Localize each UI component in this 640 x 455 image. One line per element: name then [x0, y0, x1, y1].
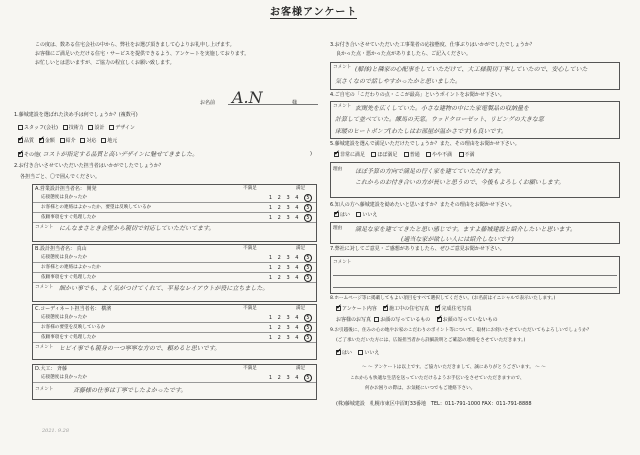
q8-opt-face-visible[interactable]: お顔の写っているもの: [374, 317, 430, 323]
table-row: お客様との連絡はよかったか 1 2 3 4 5: [33, 263, 316, 273]
q4-label: 4.ご自宅の「こだわりの点・ここが最高」というポイントをお聞かせ下さい。: [330, 92, 505, 98]
table-row: 応接態度は良かったか 1 2 3 4 5: [33, 193, 316, 203]
q1-options-row2: [18, 138, 117, 145]
q9-opt-no[interactable]: いいえ: [358, 350, 379, 356]
checkbox-checked-icon: [334, 212, 339, 217]
checkbox-checked-icon: [18, 152, 23, 157]
checkbox-icon: [18, 125, 23, 130]
staff-b-head: B.設計担当者名： 真山: [35, 246, 87, 252]
checkbox-checked-icon: [435, 306, 440, 311]
q9-sub: (ご了承いただいた方には、広報担当者から詳細説明とご確認の連絡をさせていただきます。): [336, 338, 526, 343]
q1-opt-local[interactable]: 地元: [101, 138, 117, 144]
q1-other[interactable]: ✔その他( コストが指定する品質と高いデザインに魅せてきました。: [18, 151, 198, 159]
q5-opt-satisfied[interactable]: ほぼ満足: [371, 152, 397, 158]
checkbox-checked-icon: [336, 306, 341, 311]
survey-sheet: お客様アンケート この度は、数ある住宅会社の中から、弊社をお選び頂きまして心よりお礼申し上げます。 お客様にご満足いただける住宅・サービスを提供できるよう、アンケートを実施しております。 お忙しいとは思いますが、ご協力の程宜しくお願い致します。 お名前 A.N 様 1.藤城建設を選ばれた決め手は何でしょうか？(複数可) スタッフ(会社) 技術力 設計 デザイン ✔品質 ✔ 金額 紹介 対応 地元 ✔その他( コストが指定する品質と高いデザインに魅せてきました。 ) 2.お付き合いさせていただいた担当者はいかがでしたでしょうか？ 各担当ごと、〇で囲んでください。 A.営業設計担当者名： 開発 不満足 満足 応接態度は良かったか 1 2 3 4 5 お客様との連絡はよかったか、要望は反映しているか 1 2 3 4 5 依頼事項をすぐ処理したか 1 2 3 4 5 コメント にんなまさとき会壁から親切で対応していただいてます。 B.設計担当者名： 真山 不満足 満足 応接態度は良かったか 1 2 3 4 5 お客様との連絡はよかったか 1 2 3 4 5 依頼事項をすぐ処理したか 1 2 3 4 5 コメント 細かい事でも、よく気がつけてくれて、平易なレイアウトが役に立ちました。 C.コーディネート担当者名： 横濱 不満足 満足 応接態度は良かったか 1 2 3 4 5 お客様の要望を反映しているか 1 2 3 4 5 依頼事項をすぐ処理したか 1 2 3 4 5 コメント ヒビイ事でも親身の一つ寧寧な方ので、頼めると思いです。 D.大工： 斉藤 不満足 満足 応接態度は良かったか 1 2 3 4 5 コメント 斉藤様の仕事は丁寧でしたよかったです。 2021. 9.28 3.お付き合いさせていただいた工事業者の応接態度、仕事ぶりはいかがでしたでしょうか？ 良かった点・悪かった点がありましたら、ご記入ください。 コメント (解体)と隣家の心配事をしていただけて、大工様親切丁寧していたので、安心していた 気さくなので話しやすかったかと思いました。 4.ご自宅の「こだわりの点・ここが最高」というポイントをお聞かせ下さい。 コメント 玄関先を広くしていた。小さな建物の中にた家電製品の収納量を 計算して並べていた。練馬の天窓。ウッドクローゼット、リビングの大きな窓 床暖のヒートポンプ(わたしはお部屋が温かさです)も良いです。 5.藤城建設を選んで満足いただけたでしょうか？また、その理由をお聞かせ下さい。 ✔非常に満足 ほぼ満足 普通 やや不満 不満 理由 ほぼ予算の方向で満足の行く家を建てていただけます。 これからのお付き合いの方が長いと思うので、今後もよろしくお願いします。 6.知人の方へ藤城建設を勧めたいと思いますか？またその理由をお聞かせ下さい。 ✔はい いいえ 理由 満足な家を建ててきたと思い感じです。ますよ藤城建設と紹介したいと思います。 (適当な家が欲しい人には紹介しないです) 7.弊社に対してご意見・ご感想がありましたら、ぜひご意見お聞かせ下さい。 コメント 8.ホームページ等に掲載してもよい項目をすべて選択してください。(お名前はイニシャルで表示いたします。) ✔アンケート内容 ✔ 施工中の住宅写真 ✔ 完成住宅写真 お客様のお写真 お顔の写っているもの ✔ お顔の写っていないもの 9.お引越後に、住みの心の地やお家のこだわりのポイント等について、取材にお伺いさせていただいてもよろしいでしょうか？ (ご了承いただいた方には、広報担当者から詳細説明とご確認の連絡をさせていただきます。) ✔はい いいえ 〜 〜 アンケートは以上です。ご協力いただきまして、誠にありがとうございます。 〜 〜 これからも快適な生活を送っていただけるようお手伝いをさせていただきますので、 何かお困りの際は、お気軽にいつでもご連絡下さい。 (株)藤城建設 札幌市東区中沼町33番地 TEL：011-791-1000 FAX：011-791-8888: [0, 0, 640, 455]
name-value: A.N: [232, 88, 263, 107]
name-label: お名前: [200, 100, 216, 106]
rating-scale[interactable]: 1 2 3 4 5: [269, 334, 312, 342]
checkbox-icon: [63, 125, 68, 130]
q8-opt-survey[interactable]: ✔アンケート内容: [336, 306, 377, 312]
checkbox-icon: [356, 212, 361, 217]
checkbox-icon: [426, 152, 431, 157]
scale-header-high: 満足: [296, 186, 306, 191]
checkbox-icon: [404, 152, 409, 157]
closing-line-3: 何かお困りの際は、お気軽にいつでもご連絡下さい。: [365, 386, 476, 391]
checkbox-icon: [80, 138, 85, 143]
table-row: 応接態度は良かったか 1 2 3 4 5: [33, 313, 316, 323]
checkbox-checked-icon: [383, 306, 388, 311]
q5-opt-slightly-dissatisfied[interactable]: やや不満: [426, 152, 452, 158]
checkbox-checked-icon: [437, 317, 442, 322]
q2-label: 2.お付き合いさせていただいた担当者はいかがでしたでしょうか？: [14, 163, 164, 169]
rating-scale[interactable]: 1 2 3 4 5: [269, 314, 312, 322]
q6-opt-no[interactable]: いいえ: [356, 212, 377, 218]
q9-opt-yes[interactable]: ✔はい: [336, 350, 352, 356]
page-title: お客様アンケート: [270, 3, 357, 19]
q1-opt-price[interactable]: ✔ 金額: [39, 138, 55, 144]
intro-line-1: この度は、数ある住宅会社の中から、弊社をお選び頂きまして心よりお礼申し上げます。: [35, 42, 235, 48]
table-row: お客様の要望を反映しているか 1 2 3 4 5: [33, 323, 316, 333]
q5-opt-very-satisfied[interactable]: ✔非常に満足: [334, 152, 365, 158]
selected-rating: 5: [304, 374, 312, 382]
q5-options: [334, 152, 475, 159]
q1-opt-referral[interactable]: 紹介: [60, 138, 76, 144]
checkbox-checked-icon: [39, 138, 44, 143]
footer-company: (株)藤城建設: [336, 401, 365, 407]
checkbox-icon: [374, 317, 379, 322]
q8-label: 8.ホームページ等に掲載してもよい項目をすべて選択してください。(お名前はイニシャルで表示いたします。): [330, 296, 556, 301]
checkbox-checked-icon: [18, 138, 23, 143]
q4-comment-box[interactable]: コメント 玄関先を広くしていた。小さな建物の中にた家電製品の収納量を 計算して並べていた。練馬の天窓。ウッドクローゼット、リビングの大きな窓 床暖のヒートポンプ(わたしはお部屋が温かさです)も良いです。: [330, 101, 620, 139]
q8-options: [336, 306, 471, 313]
rating-scale[interactable]: 1 2 3 4 5: [269, 274, 312, 282]
table-row: お客様との連絡はよかったか、要望は反映しているか 1 2 3 4 5: [33, 203, 316, 213]
rating-scale[interactable]: 1 2 3 4 5: [269, 194, 312, 202]
selected-rating: 5: [304, 264, 312, 272]
staff-c-comment: ヒビイ事でも親身の一つ寧寧な方ので、頼めると思いです。: [59, 345, 221, 352]
selected-rating: 5: [304, 254, 312, 262]
q9-options: [336, 350, 379, 357]
checkbox-checked-icon: [336, 350, 341, 355]
date-stamp: 2021. 9.28: [42, 428, 70, 434]
q3-comment-box[interactable]: コメント (解体)と隣家の心配事をしていただけて、大工様親切丁寧していたので、安心していた 気さくなので話しやすかったかと思いました。: [330, 62, 620, 90]
rating-scale[interactable]: 1 2 3 4 5: [269, 204, 312, 212]
q6-opt-yes[interactable]: ✔はい: [334, 212, 350, 218]
selected-rating: 5: [304, 194, 312, 202]
rating-scale[interactable]: 1 2 3 4 5: [269, 214, 312, 222]
q6-options: [334, 212, 377, 219]
scale-header-low: 不満足: [243, 186, 257, 191]
q1-opt-quality[interactable]: ✔品質: [18, 138, 34, 144]
q2-sub: 各担当ごと、〇で囲んでください。: [20, 174, 101, 180]
staff-a-head: A.営業設計担当者名： 開発: [35, 186, 97, 192]
footer-tel: TEL：011-791-1000 FAX：011-791-8888: [430, 401, 532, 407]
staff-b-block: B.設計担当者名： 真山 不満足 満足 応接態度は良かったか 1 2 3 4 5 お客様との連絡はよかったか 1 2 3 4 5 依頼事項をすぐ処理したか 1 2 3 4 5 コメント 細かい事でも、よく気がつけてくれて、平易なレイアウトが役に立ちました。: [32, 244, 317, 302]
q8-photo-options: お客様のお写真 お顔の写っているもの ✔ お顔の写っていないもの: [336, 317, 498, 324]
staff-a-block: [32, 184, 317, 242]
q9-label: 9.お引越後に、住みの心の地やお家のこだわりのポイント等について、取材にお伺いさせていただいてもよろしいでしょうか？: [330, 328, 592, 333]
staff-d-block: D.大工： 斉藤 不満足 満足 応接態度は良かったか 1 2 3 4 5 コメント 斉藤様の仕事は丁寧でしたよかったです。: [32, 364, 317, 400]
q6-label: 6.知人の方へ藤城建設を勧めたいと思いますか？またその理由をお聞かせ下さい。: [330, 202, 515, 208]
staff-c-head: C.コーディネート担当者名： 横濱: [35, 306, 112, 312]
selected-rating: 5: [304, 214, 312, 222]
q7-comment-box[interactable]: コメント: [330, 256, 620, 294]
staff-d-comment: 斉藤様の仕事は丁寧でしたよかったです。: [73, 387, 187, 394]
table-row: 依頼事項をすぐ処理したか 1 2 3 4 5: [33, 273, 316, 283]
rating-scale[interactable]: 1 2 3 4 5: [269, 324, 312, 332]
staff-c-block: C.コーディネート担当者名： 横濱 不満足 満足 応接態度は良かったか 1 2 3 4 5 お客様の要望を反映しているか 1 2 3 4 5 依頼事項をすぐ処理したか 1 2 3 4 5 コメント ヒビイ事でも親身の一つ寧寧な方ので、頼めると思いです。: [32, 304, 317, 360]
selected-rating: 5: [304, 314, 312, 322]
closing-line-2: これからも快適な生活を送っていただけるようお手伝いをさせていただきますので、: [350, 376, 525, 381]
q5-opt-dissatisfied[interactable]: 不満: [459, 152, 475, 158]
intro-line-2: お客様にご満足いただける住宅・サービスを提供できるよう、アンケートを実施しております。: [35, 51, 250, 57]
table-row: 依頼事項をすぐ処理したか 1 2 3 4 5: [33, 213, 316, 223]
checkbox-icon: [371, 152, 376, 157]
q5-reason-box[interactable]: 理由 ほぼ予算の方向で満足の行く家を建てていただけます。 これからのお付き合いの方が長いと思うので、今後もよろしくお願いします。: [330, 162, 620, 198]
table-row: 応接態度は良かったか 1 2 3 4 5: [33, 373, 316, 383]
q7-label: 7.弊社に対してご意見・ご感想がありましたら、ぜひご意見お聞かせ下さい。: [330, 246, 505, 252]
q5-opt-normal[interactable]: 普通: [404, 152, 420, 158]
q1-label: 1.藤城建設を選ばれた決め手は何でしょうか？(複数可): [14, 112, 138, 118]
q1-opt-deco[interactable]: デザイン: [109, 125, 135, 131]
staff-a-comment: にんなまさとき会壁から親切で対応していただいてます。: [59, 225, 215, 232]
q5-label: 5.藤城建設を選んで満足いただけたでしょうか？また、その理由をお聞かせ下さい。: [330, 141, 520, 147]
q3-label: 3.お付き合いさせていただいた工事業者の応接態度、仕事ぶりはいかがでしたでしょうか？: [330, 42, 535, 48]
selected-rating: 5: [304, 204, 312, 212]
checkbox-icon: [101, 138, 106, 143]
selected-rating: 5: [304, 334, 312, 342]
checkbox-checked-icon: [334, 152, 339, 157]
checkbox-icon: [60, 138, 65, 143]
q6-reason-box[interactable]: 理由 満足な家を建ててきたと思い感じです。ますよ藤城建設と紹介したいと思います。 (適当な家が欲しい人には紹介しないです): [330, 222, 620, 244]
rating-scale[interactable]: 1 2 3 4 5: [269, 374, 312, 382]
checkbox-icon: [459, 152, 464, 157]
selected-rating: 5: [304, 274, 312, 282]
q1-opt-staff[interactable]: スタッフ(会社): [18, 125, 58, 131]
q1-opt-service[interactable]: 対応: [80, 138, 96, 144]
intro-line-3: お忙しいとは思いますが、ご協力の程宜しくお願い致します。: [35, 60, 175, 66]
q8-opt-face-hidden[interactable]: ✔ お顔の写っていないもの: [437, 317, 498, 323]
rating-scale[interactable]: 1 2 3 4 5: [269, 254, 312, 262]
table-row: 応接態度は良かったか 1 2 3 4 5: [33, 253, 316, 263]
footer: [336, 401, 532, 408]
staff-b-comment: 細かい事でも、よく気がつけてくれて、平易なレイアウトが役に立ちました。: [59, 285, 269, 292]
name-suffix: 様: [292, 100, 298, 106]
q1-options-row1: [18, 125, 135, 132]
q1-opt-tech[interactable]: 技術力: [63, 125, 84, 131]
selected-rating: 5: [304, 324, 312, 332]
staff-d-head: D.大工： 斉藤: [35, 366, 68, 372]
rating-scale[interactable]: 1 2 3 4 5: [269, 264, 312, 272]
table-row: 依頼事項をすぐ処理したか 1 2 3 4 5: [33, 333, 316, 343]
q8-opt-construction-photo[interactable]: ✔ 施工中の住宅写真: [383, 306, 429, 312]
q8-opt-finished-photo[interactable]: ✔ 完成住宅写真: [435, 306, 471, 312]
q1-opt-design[interactable]: 設計: [88, 125, 104, 131]
checkbox-icon: [88, 125, 93, 130]
checkbox-icon: [109, 125, 114, 130]
footer-address: 札幌市東区中沼町33番地: [369, 401, 427, 407]
comment-label: コメント: [35, 225, 54, 230]
checkbox-icon: [358, 350, 363, 355]
closing-line-1: 〜 〜 アンケートは以上です。ご協力いただきまして、誠にありがとうございます。 〜 〜: [362, 365, 546, 370]
q3-sub: 良かった点・悪かった点がありましたら、ご記入ください。: [336, 51, 472, 57]
